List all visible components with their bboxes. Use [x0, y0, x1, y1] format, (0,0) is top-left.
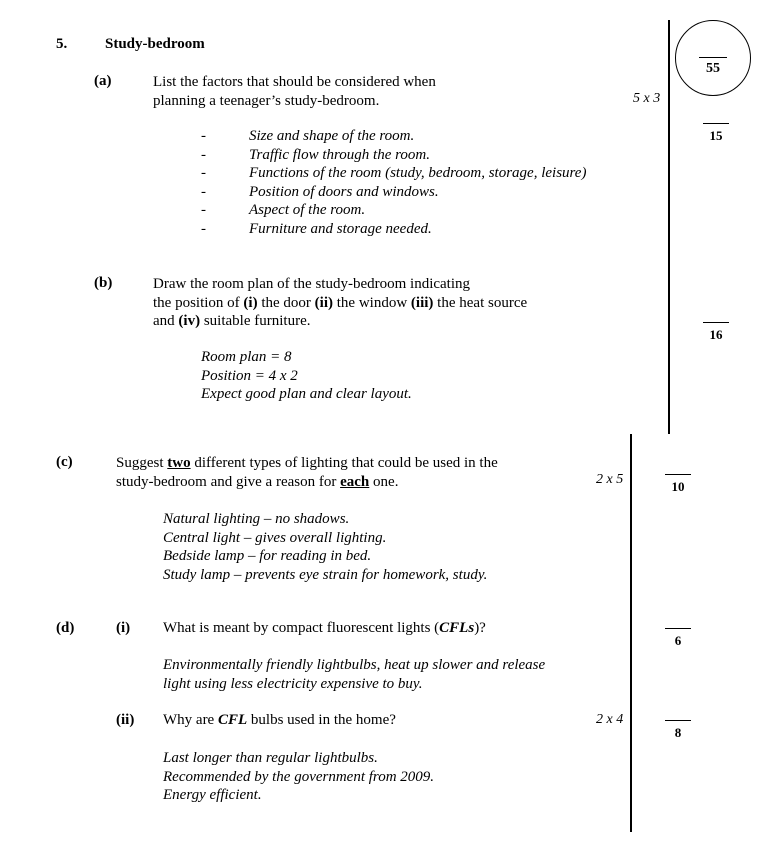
margin-rule-upper [668, 20, 670, 434]
answer-item: Last longer than regular lightbulbs. [163, 750, 378, 766]
part-b-answers [201, 348, 412, 404]
answer-item: Furniture and storage needed. [249, 220, 432, 237]
part-a-answers [249, 127, 586, 238]
answer-item: Natural lighting – no shadows. [163, 511, 350, 527]
total-marks-circle [675, 20, 751, 96]
part-a-allocation: 5 x 3 [633, 91, 661, 106]
answer-item: Study lamp – prevents eye strain for homework, study. [163, 566, 488, 583]
part-a-label: (a) [94, 73, 112, 89]
total-marks: 55 [699, 57, 727, 77]
part-d-ii-answers [163, 749, 434, 805]
margin-rule-lower [630, 434, 632, 832]
part-b-question [153, 275, 527, 331]
answer-item: Energy efficient. [163, 787, 262, 803]
bullet-dash: - [201, 202, 206, 218]
bullet-dash: - [201, 220, 206, 237]
part-d-ii-question: Why are CFL bulbs used in the home? [163, 712, 396, 728]
part-c-question [116, 454, 498, 491]
bullet-dash: - [201, 165, 206, 181]
answer-item: Recommended by the government from 2009. [163, 768, 435, 785]
part-a-marks: 15 [703, 123, 729, 144]
answer-item: Expect good plan and clear layout. [201, 386, 412, 402]
part-c-label: (c) [56, 454, 73, 470]
part-a-question-line: List the factors that should be considered when [153, 74, 436, 90]
answer-item: Size and shape of the room. [249, 128, 415, 144]
part-c-marks: 10 [665, 474, 691, 495]
answer-item: Room plan = 8 [201, 349, 292, 365]
bullet-dash: - [201, 183, 206, 200]
answer-item: Central light – gives overall lighting. [163, 529, 387, 546]
part-d-ii-label: (ii) [116, 712, 135, 728]
part-d-i-question: What is meant by compact fluorescent lights (CFLs)? [163, 620, 486, 636]
answer-item: Position = 4 x 2 [201, 367, 298, 384]
part-c-allocation: 2 x 5 [596, 472, 624, 487]
part-b-question-line: and (iv) suitable furniture. [153, 313, 311, 329]
part-a-question-line: planning a teenager’s study-bedroom. [153, 92, 380, 109]
part-b-question-line: Draw the room plan of the study-bedroom indicating [153, 276, 471, 292]
part-c-answers [163, 510, 487, 584]
part-b-question-line: the position of (i) the door (ii) the window (iii) the heat source [153, 294, 528, 311]
bullet-dash: - [201, 146, 206, 163]
answer-item: Bedside lamp – for reading in bed. [163, 548, 372, 564]
part-b-marks: 16 [703, 322, 729, 343]
part-d-i-answers [163, 656, 545, 693]
answer-item: Traffic flow through the room. [249, 146, 430, 163]
bullet-dash: - [201, 128, 206, 144]
part-d-i-marks: 6 [665, 628, 691, 649]
answer-item: Position of doors and windows. [249, 183, 439, 200]
part-a-question [153, 73, 436, 110]
part-d-ii-allocation: 2 x 4 [596, 712, 624, 727]
part-c-question-line: Suggest two different types of lighting that could be used in the [116, 455, 498, 471]
answer-item: Functions of the room (study, bedroom, storage, leisure) [249, 165, 587, 181]
part-d-ii-marks: 8 [665, 720, 691, 741]
question-title: Study-bedroom [105, 36, 205, 52]
answer-item: Aspect of the room. [249, 202, 366, 218]
part-c-question-line: study-bedroom and give a reason for each one. [116, 473, 399, 490]
question-number: 5. [56, 36, 68, 52]
part-d-i-label: (i) [116, 620, 131, 636]
answer-item: light using less electricity expensive to buy. [163, 675, 423, 692]
answer-item: Environmentally friendly lightbulbs, heat up slower and release [163, 657, 546, 673]
part-b-label: (b) [94, 275, 113, 291]
part-d-label: (d) [56, 620, 75, 636]
